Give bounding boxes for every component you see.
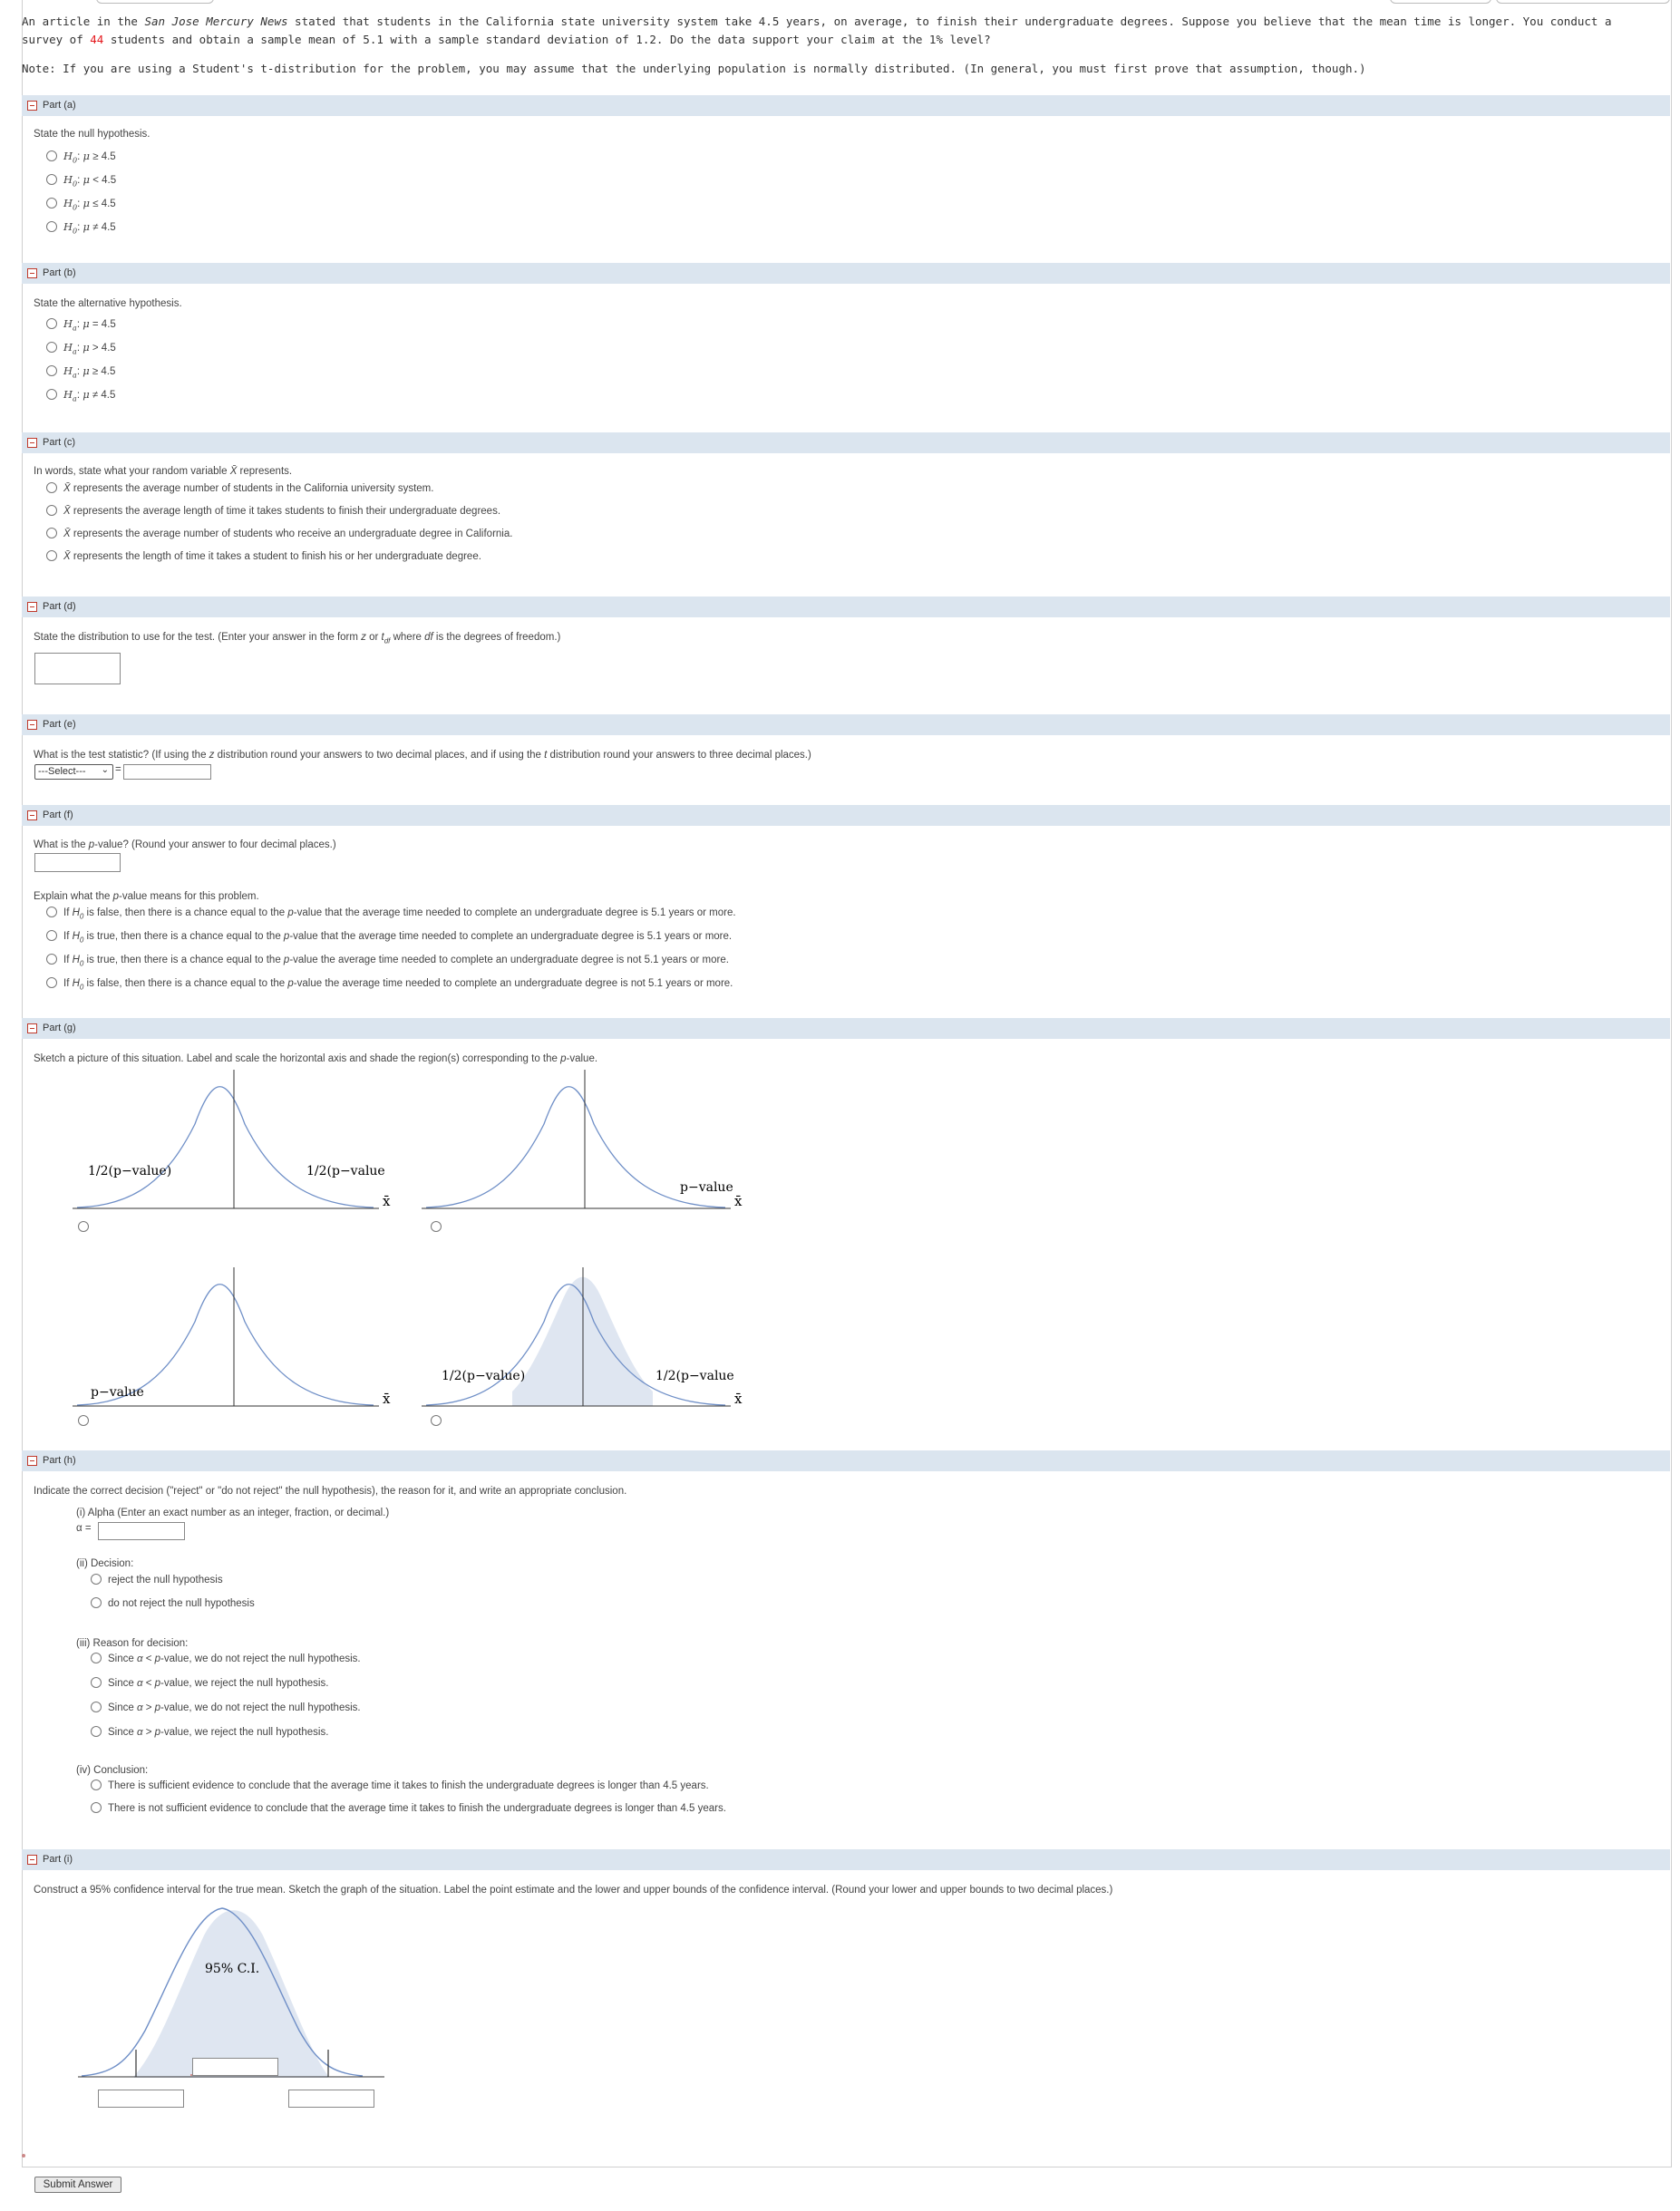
part-h-question: Indicate the correct decision ("reject" or "do not reject" the null hypothesis), the reason for it, and write an appropriate conclusion. <box>34 1486 627 1497</box>
radio-button[interactable] <box>46 907 57 917</box>
submit-answer-button[interactable]: Submit Answer <box>34 2177 121 2193</box>
radio-button[interactable] <box>46 342 57 353</box>
problem-statement: An article in the San Jose Mercury News stated that students in the California state university system take 4.5 years, on average, to finish their undergraduate degrees. Suppose you believe that the mean time is longer. You conduct a survey of 44 students and obtain a sample mean of 5.1 with a sample standard deviation of 1.2. Do the data support your claim at the 1% level? <box>22 15 1612 46</box>
graph3-left-label: p−value <box>91 1385 144 1400</box>
part-b-option-2[interactable]: $H_a$: μ > 4.5 <box>46 341 116 355</box>
radio-button[interactable] <box>46 389 57 400</box>
graph2-radio[interactable] <box>431 1221 442 1232</box>
radio-button[interactable] <box>46 977 57 988</box>
graph1-left-label: 1/2(p−value) <box>88 1164 172 1178</box>
radio-button[interactable] <box>91 1597 102 1608</box>
reason-option-2[interactable]: Since α < p-value, we reject the null hypothesis. <box>91 1677 328 1689</box>
part-a-option-1[interactable]: $H_0$: μ ≥ 4.5 <box>46 150 116 164</box>
part-g-header[interactable]: Part (g) <box>22 1018 1670 1039</box>
graph-left-tailed <box>73 1267 391 1407</box>
reason-label: (iii) Reason for decision: <box>76 1638 189 1649</box>
radio-button[interactable] <box>91 1574 102 1585</box>
graph2-right-label: p−value <box>680 1180 733 1195</box>
graph1-radio[interactable] <box>78 1221 89 1232</box>
collapse-icon[interactable] <box>27 720 37 730</box>
part-e-question: What is the test statistic? (If using the z distribution round your answers to two decimal places, and if using the t distribution round your answers to three decimal places.) <box>34 750 811 761</box>
radio-button[interactable] <box>46 174 57 185</box>
radio-button[interactable] <box>46 528 57 538</box>
part-f-option-1[interactable]: If $H_0$ is false, then there is a chance equal to the p-value that the average time needed to complete an undergraduate degree is 5.1 years or more. <box>46 907 736 920</box>
part-g-question: Sketch a picture of this situation. Label and scale the horizontal axis and shade the region(s) corresponding to the p-value. <box>34 1053 598 1064</box>
part-i-question: Construct a 95% confidence interval for the true mean. Sketch the graph of the situation. Label the point estimate and the lower and upper bounds of the confidence interval. (Round your lower and upper bounds to two decimal places.) <box>34 1885 1113 1896</box>
radio-button[interactable] <box>91 1653 102 1663</box>
part-f-option-4[interactable]: If $H_0$ is false, then there is a chance equal to the p-value the average time needed to complete an undergraduate degree is not 5.1 years or more. <box>46 977 733 991</box>
part-c-header[interactable]: Part (c) <box>22 432 1670 453</box>
part-f-header[interactable]: Part (f) <box>22 805 1670 826</box>
top-tab-right-1[interactable] <box>1390 0 1491 4</box>
part-b-option-3[interactable]: $H_a$: μ ≥ 4.5 <box>46 364 115 379</box>
collapse-icon[interactable] <box>27 602 37 612</box>
conclusion-option-2[interactable]: There is not sufficient evidence to conclude that the average time it takes to finish the undergraduate degrees is longer than 4.5 years. <box>91 1802 726 1814</box>
part-d-question: State the distribution to use for the test. (Enter your answer in the form z or $t_{df}$ where df is the degrees of freedom.) <box>34 632 561 645</box>
collapse-icon[interactable] <box>27 101 37 111</box>
part-c-option-3[interactable]: X̄ represents the average number of students who receive an undergraduate degree in California. <box>46 528 512 539</box>
graph4-left-label: 1/2(p−value) <box>442 1369 526 1383</box>
collapse-icon[interactable] <box>27 810 37 820</box>
part-c-option-1[interactable]: X̄ represents the average number of students in the California university system. <box>46 482 433 494</box>
radio-button[interactable] <box>46 365 57 376</box>
graph3-axis-label: x̄ <box>383 1391 391 1407</box>
part-b-header[interactable]: Part (b) <box>22 263 1670 284</box>
radio-button[interactable] <box>91 1702 102 1712</box>
part-b-option-1[interactable]: $H_a$: μ = 4.5 <box>46 317 116 332</box>
graph4-radio[interactable] <box>431 1415 442 1426</box>
reason-option-1[interactable]: Since α < p-value, we do not reject the null hypothesis. <box>91 1653 361 1664</box>
graph-two-tailed <box>73 1070 391 1209</box>
status-dot <box>22 2154 25 2158</box>
radio-button[interactable] <box>46 930 57 941</box>
decision-option-1[interactable]: reject the null hypothesis <box>91 1574 223 1586</box>
part-b-option-4[interactable]: $H_a$: μ ≠ 4.5 <box>46 388 115 402</box>
part-a-question: State the null hypothesis. <box>34 129 151 140</box>
radio-button[interactable] <box>46 550 57 561</box>
conclusion-label: (iv) Conclusion: <box>76 1765 149 1776</box>
reason-option-4[interactable]: Since α > p-value, we reject the null hypothesis. <box>91 1726 328 1738</box>
radio-button[interactable] <box>46 482 57 493</box>
graph4-right-label: 1/2(p−value <box>655 1369 734 1383</box>
radio-button[interactable] <box>46 505 57 516</box>
collapse-icon[interactable] <box>27 1456 37 1466</box>
part-f-question: What is the p-value? (Round your answer to four decimal places.) <box>34 839 336 850</box>
graph1-right-label: 1/2(p−value <box>306 1164 385 1178</box>
graph-two-tailed-center-shaded <box>422 1267 743 1407</box>
graph4-axis-label: x̄ <box>734 1391 743 1407</box>
ci-label: 95% C.I. <box>205 1962 260 1976</box>
upper-bound-input[interactable] <box>288 2090 374 2108</box>
radio-button[interactable] <box>46 198 57 208</box>
conclusion-option-1[interactable]: There is sufficient evidence to conclude that the average time it takes to finish the undergraduate degrees is longer than 4.5 years. <box>91 1779 709 1791</box>
radio-button[interactable] <box>46 221 57 232</box>
part-h-header[interactable]: Part (h) <box>22 1450 1670 1471</box>
part-a-header[interactable]: Part (a) <box>22 95 1670 116</box>
collapse-icon[interactable] <box>27 268 37 278</box>
graph2-axis-label: x̄ <box>734 1193 743 1209</box>
part-a-option-2[interactable]: $H_0$: μ < 4.5 <box>46 173 116 188</box>
part-b-question: State the alternative hypothesis. <box>34 298 182 309</box>
radio-button[interactable] <box>91 1802 102 1813</box>
p-value-sketch-options <box>0 1061 816 1432</box>
part-d-header[interactable]: Part (d) <box>22 596 1670 617</box>
part-c-option-2[interactable]: X̄ represents the average length of time it takes students to finish their undergraduate degrees. <box>46 505 500 517</box>
test-statistic-select[interactable]: ---Select--- ⌄ <box>34 764 113 780</box>
graph-right-tailed <box>422 1070 743 1209</box>
equals-sign: = <box>115 764 121 775</box>
part-a-option-4[interactable]: $H_0$: μ ≠ 4.5 <box>46 220 116 235</box>
test-statistic-input[interactable] <box>123 764 211 780</box>
collapse-icon[interactable] <box>27 1023 37 1033</box>
reason-option-3[interactable]: Since α > p-value, we do not reject the null hypothesis. <box>91 1702 361 1713</box>
top-tab-left[interactable] <box>96 0 214 4</box>
part-a-option-3[interactable]: $H_0$: μ ≤ 4.5 <box>46 197 116 211</box>
radio-button[interactable] <box>91 1726 102 1737</box>
distribution-input[interactable] <box>34 653 121 684</box>
part-f-option-3[interactable]: If $H_0$ is true, then there is a chance equal to the p-value the average time needed to complete an undergraduate degree is not 5.1 years or more. <box>46 954 729 967</box>
part-f-explain: Explain what the p-value means for this problem. <box>34 891 259 902</box>
alpha-symbol: α = <box>76 1523 92 1534</box>
part-f-option-2[interactable]: If $H_0$ is true, then there is a chance equal to the p-value that the average time needed to complete an undergraduate degree is 5.1 years or more. <box>46 930 732 944</box>
collapse-icon[interactable] <box>27 1855 37 1865</box>
chevron-down-icon: ⌄ <box>101 765 109 775</box>
part-e-header[interactable]: Part (e) <box>22 714 1670 735</box>
part-c-question: In words, state what your random variable X̄ represents. <box>34 466 293 477</box>
decision-label: (ii) Decision: <box>76 1558 134 1569</box>
collapse-icon[interactable] <box>27 438 37 448</box>
decision-option-2[interactable]: do not reject the null hypothesis <box>91 1597 255 1609</box>
part-i-header[interactable]: Part (i) <box>22 1849 1670 1870</box>
graph1-axis-label: x̄ <box>383 1193 391 1209</box>
point-estimate-input[interactable] <box>192 2058 278 2076</box>
radio-button[interactable] <box>46 150 57 161</box>
radio-button[interactable] <box>46 318 57 329</box>
top-tab-right-2[interactable] <box>1496 0 1670 4</box>
lower-bound-input[interactable] <box>98 2090 184 2108</box>
radio-button[interactable] <box>91 1779 102 1790</box>
part-c-option-4[interactable]: X̄ represents the length of time it takes a student to finish his or her undergraduate degree. <box>46 550 481 562</box>
alpha-input[interactable] <box>98 1522 185 1540</box>
graph3-radio[interactable] <box>78 1415 89 1426</box>
radio-button[interactable] <box>46 954 57 965</box>
confidence-interval-sketch <box>0 1895 453 2130</box>
problem-note: Note: If you are using a Student's t-distribution for the problem, you may assume that the underlying population is normally distributed. (In general, you must first prove that assumption, though.) <box>22 62 1366 75</box>
radio-button[interactable] <box>91 1677 102 1688</box>
alpha-label: (i) Alpha (Enter an exact number as an integer, fraction, or decimal.) <box>76 1508 390 1518</box>
p-value-input[interactable] <box>34 853 121 872</box>
sample-size: 44 <box>90 33 104 46</box>
